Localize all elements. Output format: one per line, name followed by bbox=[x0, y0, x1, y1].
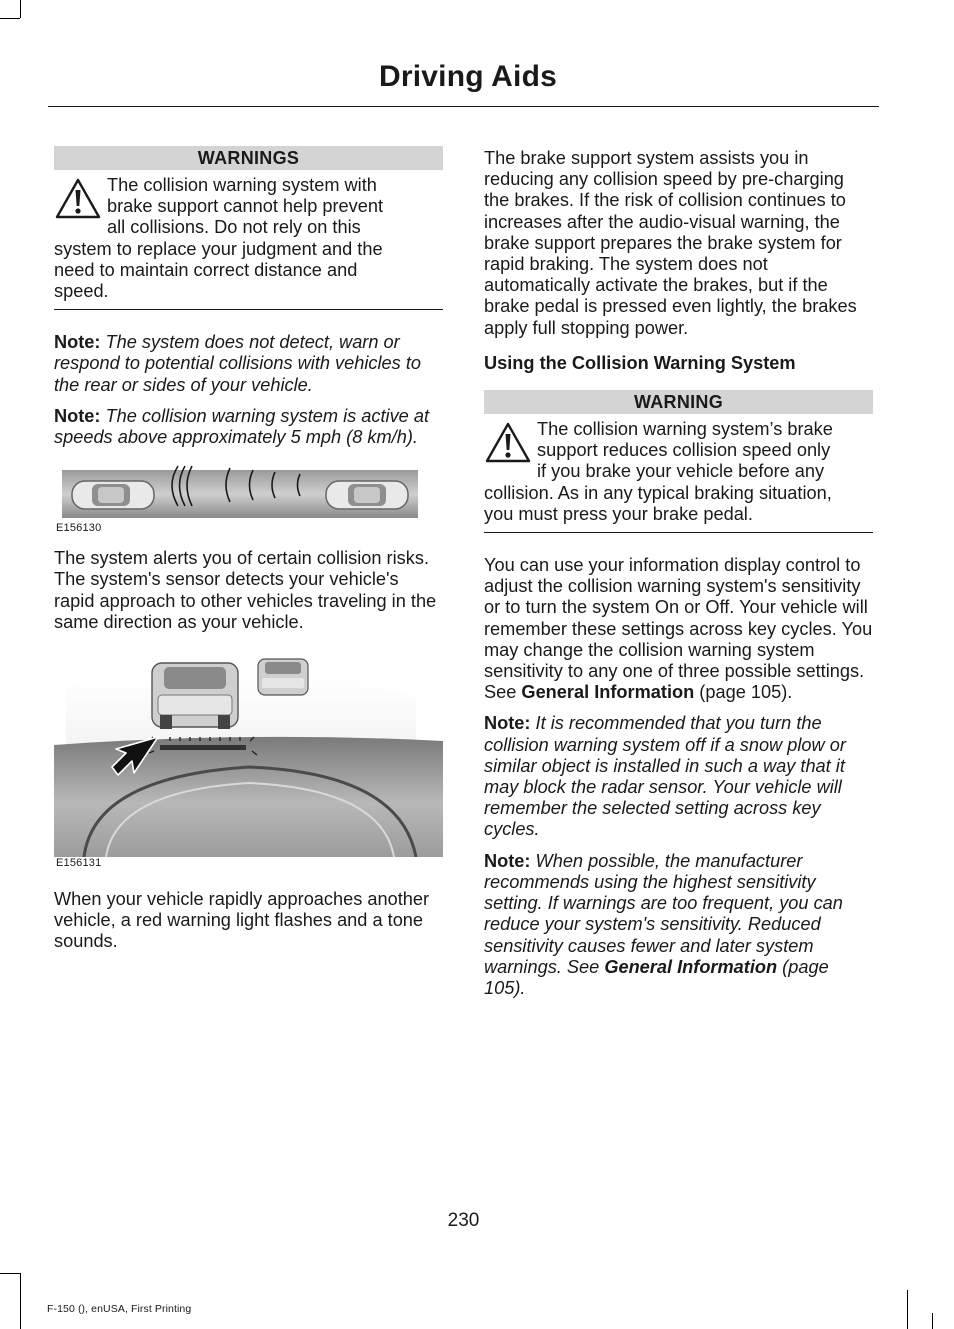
car-ahead-icon bbox=[152, 663, 238, 729]
paragraph: The system alerts you of certain collision risks. The system's sensor detects your vehicle's rapid approach to other vehicles traveling in the same direction as your vehicle. bbox=[54, 548, 437, 632]
crop-mark bbox=[932, 1313, 933, 1329]
footer-text: F-150 (), enUSA, First Printing bbox=[47, 1303, 192, 1315]
warning-line: The collision warning system’s brake bbox=[537, 419, 833, 440]
warning-line: you must press your brake pedal. bbox=[484, 503, 753, 524]
dashboard-warning-illustration bbox=[54, 649, 443, 857]
warning-heading: WARNINGS bbox=[54, 146, 443, 170]
cross-reference-link[interactable]: General Information bbox=[604, 956, 778, 977]
note bbox=[484, 851, 873, 999]
warning-line: brake support cannot help prevent bbox=[107, 196, 384, 217]
note-text: The system does not detect, warn or respond to potential collisions with vehicles to the rear or sides of your vehicle. bbox=[54, 332, 421, 395]
paragraph: When your vehicle rapidly approaches another vehicle, a red warning light flashes and a tone sounds. bbox=[54, 889, 430, 952]
note-text: (page 105). bbox=[484, 956, 829, 998]
radar-cars-illustration bbox=[54, 462, 443, 520]
car-distant-icon bbox=[258, 659, 308, 695]
warning-line: if you brake your vehicle before any bbox=[537, 461, 825, 482]
section-subheading: Using the Collision Warning System bbox=[484, 352, 796, 373]
header-divider bbox=[48, 106, 879, 107]
lead-car-icon bbox=[326, 481, 408, 509]
note-label: Note: bbox=[484, 713, 531, 734]
note bbox=[484, 713, 873, 840]
crop-mark bbox=[0, 18, 20, 19]
note-label: Note: bbox=[54, 405, 101, 426]
note-label: Note: bbox=[484, 850, 531, 871]
paragraph-text: You can use your information display control to adjust the collision warning system's sensitivity or to turn the system On or Off. Your vehicle will remember these settings across key cycles. You may change the collision warning system sensitivity to any one of three possible settings. See bbox=[484, 555, 873, 703]
crop-mark bbox=[0, 1273, 20, 1274]
figure-dashboard-illustration bbox=[54, 649, 443, 871]
page-title: Driving Aids bbox=[379, 60, 557, 93]
right-column bbox=[484, 148, 873, 1009]
warning-line: The collision warning system with bbox=[107, 175, 377, 195]
note bbox=[54, 332, 443, 396]
figure-label: E156131 bbox=[56, 857, 102, 870]
figure-radar-illustration bbox=[54, 462, 443, 534]
warning-line: support reduces collision speed only bbox=[537, 440, 831, 461]
warning-triangle-icon bbox=[484, 421, 532, 465]
crop-mark bbox=[20, 0, 21, 18]
crop-mark bbox=[20, 1273, 21, 1329]
note-text: When possible, the manufacturer recommends using the highest sensitivity setting. If warnings are too frequent, you can reduce your system's sensitivity. Reduced sensitivity causes fewer and later system warnings. See bbox=[484, 850, 843, 977]
warning-line: collision. As in any typical braking situation, bbox=[484, 482, 832, 503]
warning-heading: WARNING bbox=[484, 390, 873, 414]
figure-label: E156130 bbox=[56, 522, 102, 535]
paragraph-text: (page 105). bbox=[694, 682, 793, 703]
rear-car-icon bbox=[72, 481, 154, 509]
warning-line: need to maintain correct distance and bbox=[54, 259, 358, 280]
left-column bbox=[54, 146, 443, 963]
note-label: Note: bbox=[54, 332, 101, 353]
paragraph: The brake support system assists you in reducing any collision speed by pre-charging the brakes. If the risk of collision continues to increases after the audio-visual warning, the brake support prepares the brake system for rapid braking. The system does not automatically activate the brakes, but if the brake pedal is pressed even lightly, the brakes apply full stopping power. bbox=[484, 148, 857, 338]
warning-line: speed. bbox=[54, 281, 109, 302]
paragraph bbox=[484, 555, 873, 703]
warning-line: system to replace your judgment and the bbox=[54, 238, 383, 259]
note-text: The collision warning system is active at speeds above approximately 5 mph (8 km/h). bbox=[54, 405, 429, 448]
warning-triangle-icon bbox=[54, 177, 102, 221]
note-text: It is recommended that you turn the collision warning system off if a snow plow or similar object is installed in such a way that it may block the radar sensor. Your vehicle will remember the selected setting across key cycles. bbox=[484, 713, 846, 840]
note bbox=[54, 406, 443, 448]
crop-mark bbox=[907, 1290, 908, 1329]
cross-reference-link[interactable]: General Information bbox=[521, 682, 695, 703]
warning-block bbox=[484, 414, 873, 533]
page-number: 230 bbox=[447, 1210, 480, 1231]
warning-block bbox=[54, 170, 443, 310]
warning-line: all collisions. Do not rely on this bbox=[107, 217, 361, 238]
